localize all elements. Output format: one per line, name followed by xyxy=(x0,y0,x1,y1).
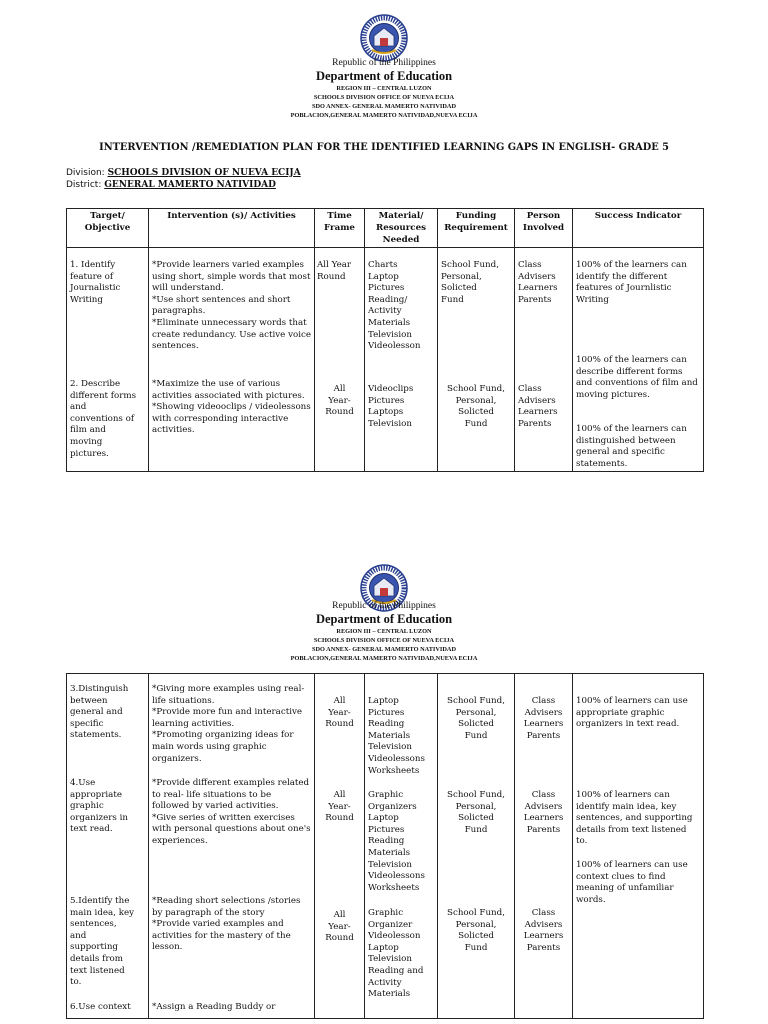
target-text: 6.Use context xyxy=(70,1002,131,1012)
republic-text: Republic of the Philippines xyxy=(332,601,436,611)
target-text: 1. Identify feature of Journalistic Writing xyxy=(70,260,121,305)
person-text: Class Advisers Learners Parents xyxy=(523,696,564,741)
success-text: 100% of learners can identify main idea, key sentences, and supporting details from text listened to. xyxy=(576,790,693,847)
header-target: Target/ Objective xyxy=(67,209,149,248)
republic-text: Republic of the Philippines xyxy=(332,58,436,68)
material-text: Laptop Pictures Reading Materials Television Videolessons Worksheets xyxy=(368,696,425,776)
header-time: Time Frame xyxy=(315,209,365,248)
funding-text: School Fund, Personal, Solicted Fund xyxy=(447,790,505,835)
target-cell xyxy=(67,248,149,472)
target-cell xyxy=(67,674,149,1019)
division-value: SCHOOLS DIVISION OF NUEVA ECIJA xyxy=(107,168,301,178)
person-text: Class Advisers Learners Parents xyxy=(518,384,558,429)
time-text: All Year Round xyxy=(317,260,352,282)
district-value: GENERAL MAMERTO NATIVIDAD xyxy=(104,180,276,190)
department-text: Department of Education xyxy=(315,612,453,626)
funding-cell xyxy=(438,248,515,472)
division-office-text: SCHOOLS DIVISION OFFICE OF NUEVA ECIJA xyxy=(313,637,455,644)
target-text: 3.Distinguish between general and specific statements. xyxy=(70,684,129,741)
person-cell xyxy=(515,674,573,1019)
intervention-text: *Giving more examples using real- life situations. *Provide more fun and interactive learning activities. *Promoting organizing ideas for main words using graphic organizers. xyxy=(152,684,305,764)
time-cell xyxy=(315,674,365,1019)
document-title: INTERVENTION /REMEDIATION PLAN FOR THE IDENTIFIED LEARNING GAPS IN ENGLISH- GRADE 5 xyxy=(99,142,669,153)
header-funding: Funding Requirement xyxy=(438,209,515,248)
plan-table-page1 xyxy=(66,208,704,472)
header-person: Person Involved xyxy=(515,209,573,248)
region-text: REGION III – CENTRAL LUZON xyxy=(336,628,432,635)
material-cell xyxy=(365,674,438,1019)
success-text: 100% of learners can use context clues to find meaning of unfamiliar words. xyxy=(576,860,688,905)
table-row xyxy=(67,674,704,1019)
division-office-text: SCHOOLS DIVISION OFFICE OF NUEVA ECIJA xyxy=(313,94,455,101)
time-text: All Year- Round xyxy=(325,384,354,418)
success-cell xyxy=(573,674,704,1019)
material-cell xyxy=(365,248,438,472)
funding-text: School Fund, Personal, Solicted Fund xyxy=(447,384,505,429)
person-cell xyxy=(515,248,573,472)
person-text: Class Advisers Learners Parents xyxy=(523,908,564,953)
table-row xyxy=(67,248,704,472)
time-text: All Year- Round xyxy=(325,790,354,824)
material-text: Charts Laptop Pictures Reading/ Activity Materials Television Videolesson xyxy=(368,260,421,352)
material-text: Graphic Organizer Videolesson Laptop Television Reading and Activity Materials xyxy=(368,908,424,1000)
intervention-text: *Provide learners varied examples using short, simple words that most will understand. *Use short sentences and short paragraphs. *Eliminate unnecessary words that create redundancy. Use active voice sentences. xyxy=(152,260,311,352)
intervention-text: *Maximize the use of various activities associated with pictures. *Showing videooclips / videolessons with corresponding interactive activities. xyxy=(152,379,311,436)
person-text: Class Advisers Learners Parents xyxy=(518,260,558,305)
time-text: All Year- Round xyxy=(325,910,354,944)
district-line xyxy=(66,180,276,190)
plan-table-page2 xyxy=(66,673,704,1019)
division-line xyxy=(66,168,301,178)
funding-text: School Fund, Personal, Solicted Fund xyxy=(447,908,505,953)
department-text: Department of Education xyxy=(315,69,453,83)
target-text: 5.Identify the main idea, key sentences, and supporting details from text listened to. xyxy=(70,896,135,988)
success-text: 100% of the learners can identify the different features of Journlistic Writing xyxy=(576,260,687,305)
letterhead xyxy=(0,601,768,663)
success-text: 100% of learners can use appropriate graphic organizers in text read. xyxy=(576,696,688,730)
letterhead xyxy=(0,58,768,120)
funding-text: School Fund, Personal, Solicted Fund xyxy=(447,696,505,741)
header-intervention: Intervention (s)/ Activities xyxy=(149,209,315,248)
address-text: POBLACION,GENERAL MAMERTO NATIVIDAD,NUEVA ECIJA xyxy=(290,112,478,119)
intervention-text: *Reading short selections /stories by paragraph of the story *Provide varied examples and activities for the mastery of the lesson. xyxy=(152,896,301,953)
region-text: REGION III – CENTRAL LUZON xyxy=(336,85,432,92)
intervention-cell xyxy=(149,674,315,1019)
deped-seal-icon xyxy=(360,14,408,62)
address-text: POBLACION,GENERAL MAMERTO NATIVIDAD,NUEVA ECIJA xyxy=(290,655,478,662)
funding-cell xyxy=(438,674,515,1019)
success-cell xyxy=(573,248,704,472)
time-cell xyxy=(315,248,365,472)
funding-text: School Fund, Personal, Solicted Fund xyxy=(441,260,499,305)
table-header-row xyxy=(67,209,704,248)
header-success: Success Indicator xyxy=(573,209,704,248)
person-text: Class Advisers Learners Parents xyxy=(523,790,564,835)
intervention-text: *Provide different examples related to real- life situations to be followed by varied activities. *Give series of written exercises with personal questions about one's experiences. xyxy=(152,778,311,846)
time-text: All Year- Round xyxy=(325,696,354,730)
material-text: Videoclips Pictures Laptops Television xyxy=(368,384,414,429)
header-material: Material/ Resources Needed xyxy=(365,209,438,248)
intervention-cell xyxy=(149,248,315,472)
success-text: 100% of the learners can describe different forms and conventions of film and moving pictures. xyxy=(576,355,698,400)
target-text: 4.Use appropriate graphic organizers in text read. xyxy=(70,778,128,835)
intervention-text: *Assign a Reading Buddy or xyxy=(152,1002,276,1012)
success-text: 100% of the learners can distinguished between general and specific statements. xyxy=(576,424,687,469)
material-text: Graphic Organizers Laptop Pictures Reading Materials Television Videolessons Worksheets xyxy=(368,790,425,893)
annex-text: SDO ANNEX- GENERAL MAMERTO NATIVIDAD xyxy=(311,103,457,110)
annex-text: SDO ANNEX- GENERAL MAMERTO NATIVIDAD xyxy=(311,646,457,653)
division-label: Division: xyxy=(66,168,105,178)
district-label: District: xyxy=(66,180,102,190)
target-text: 2. Describe different forms and conventions of film and moving pictures. xyxy=(70,379,137,459)
